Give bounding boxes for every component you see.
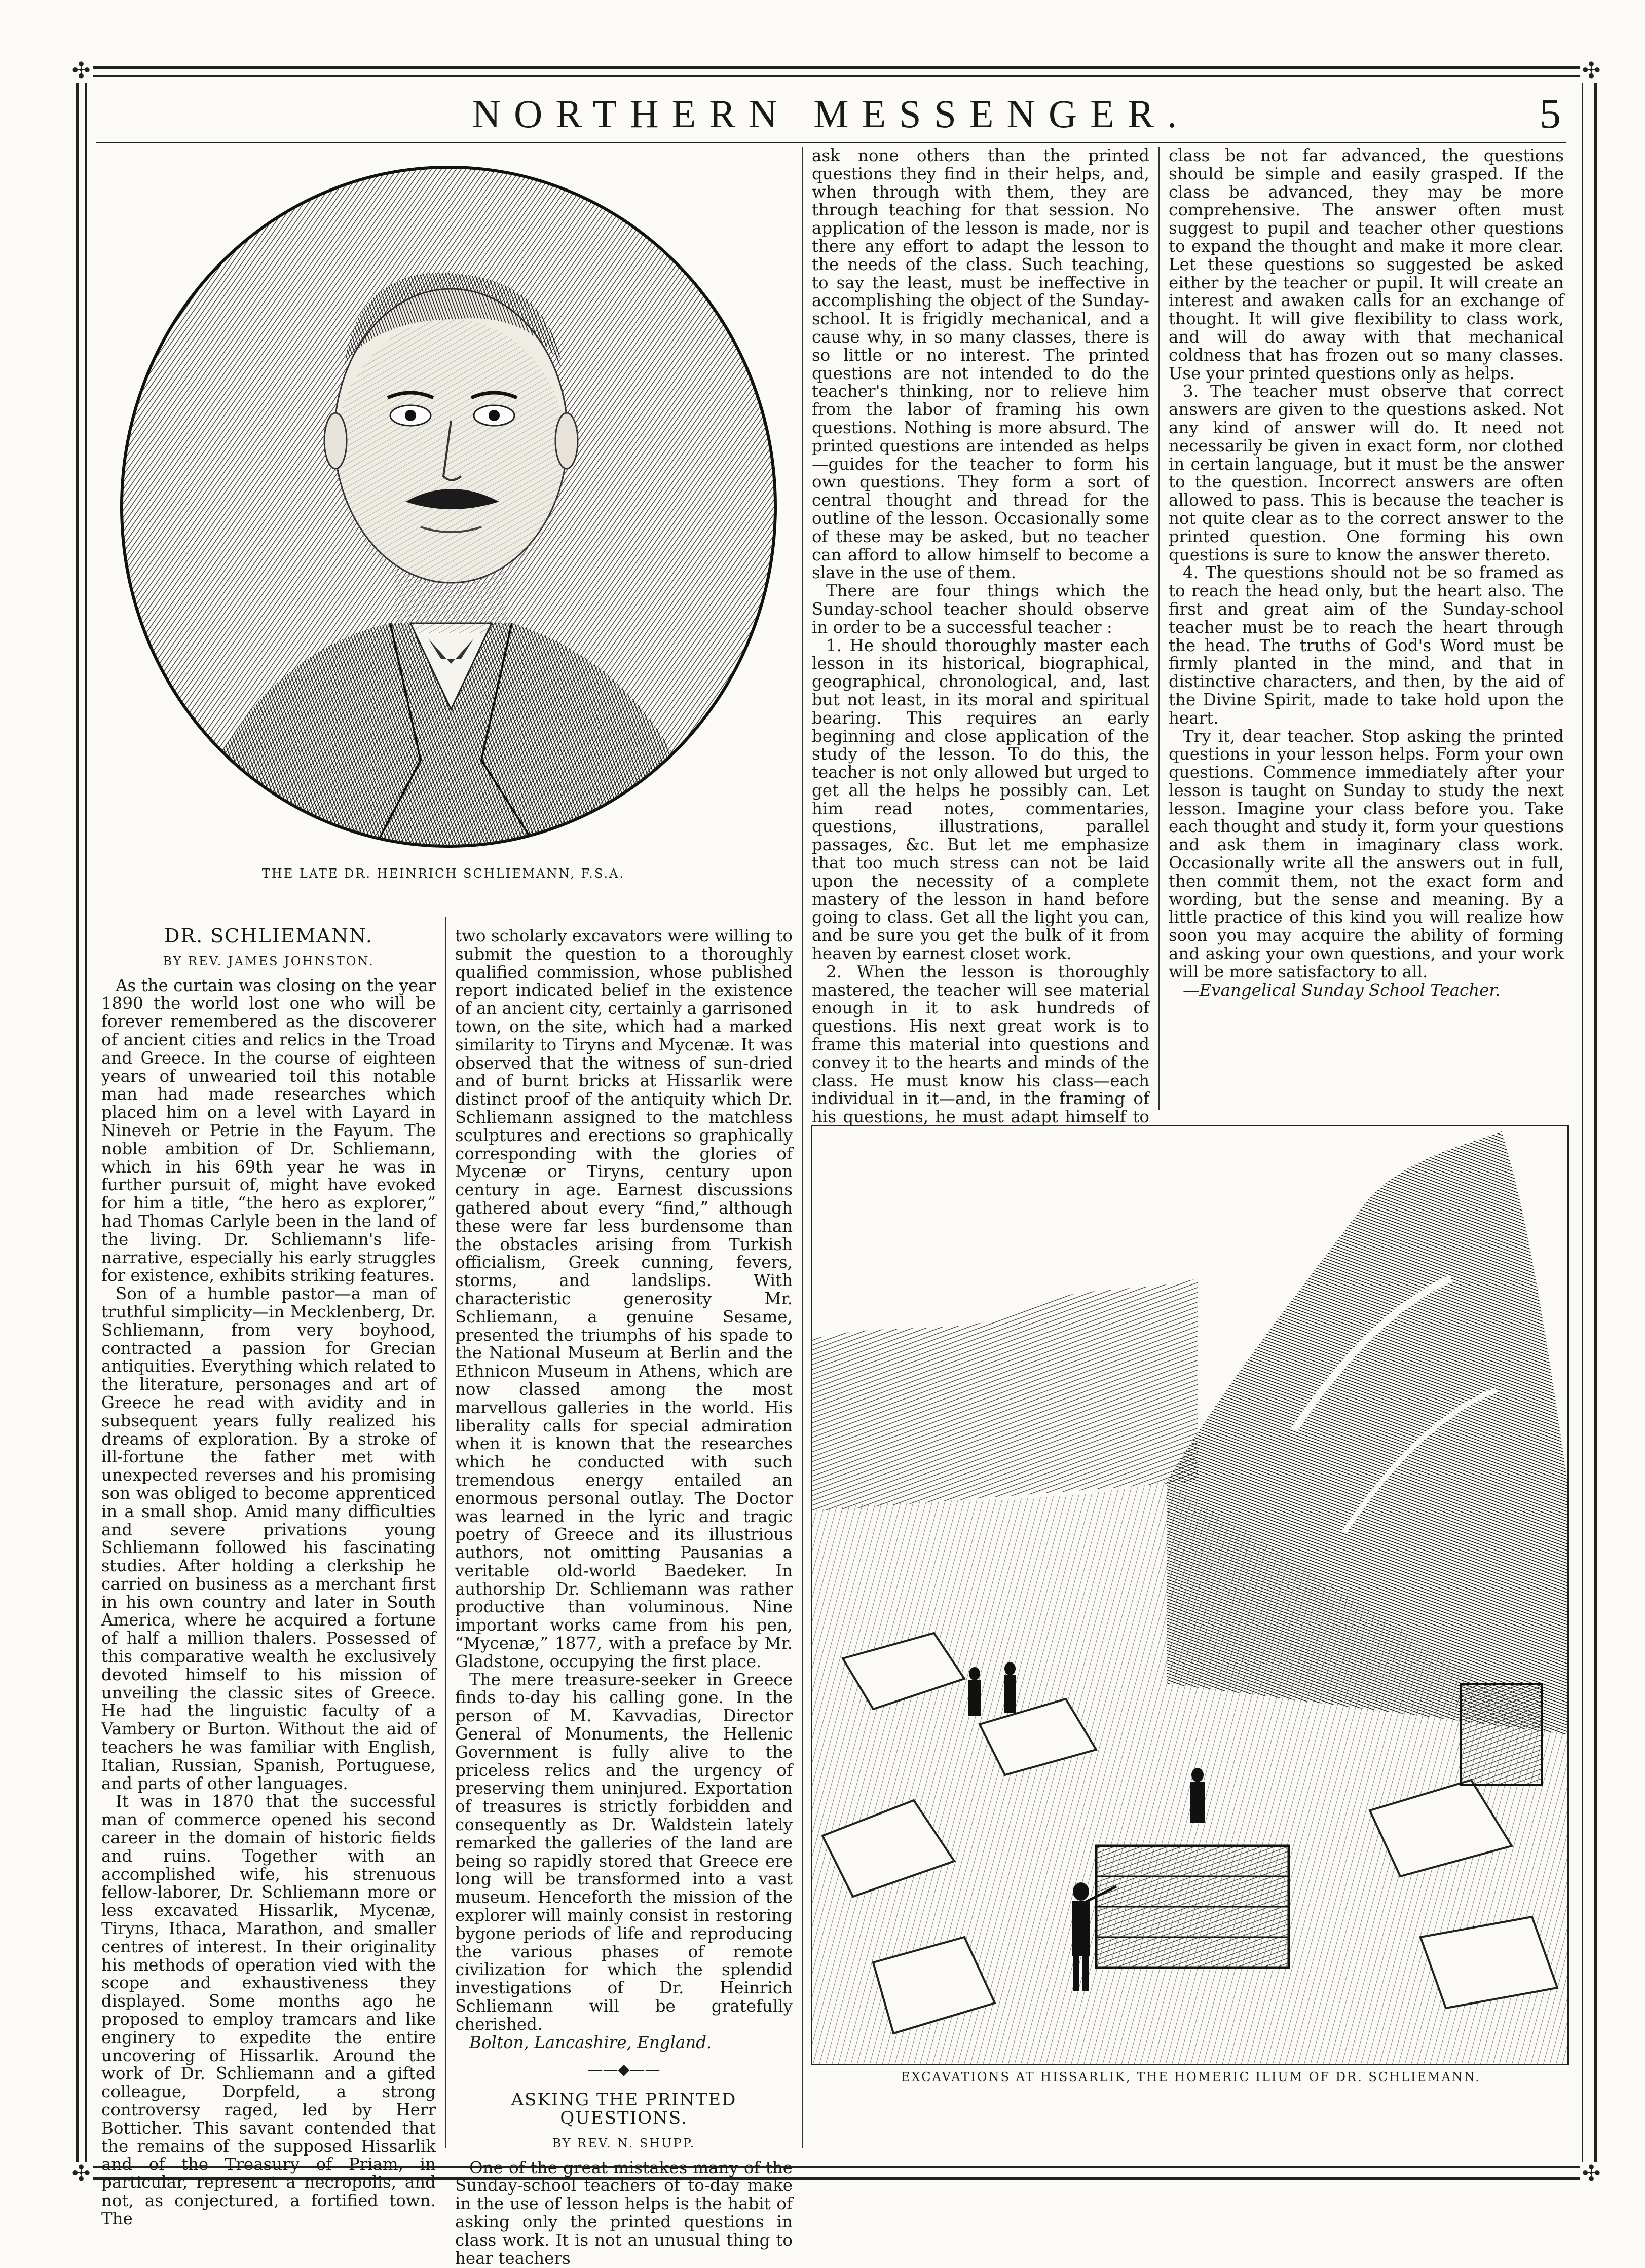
paragraph: 3. The teacher must observe that correct answers are given to the questions asked. Not any kind of answer will do. It need not necessarily be given in exact form, nor clothed in certain language, but it must be the answer to the question. Incorrect answers are often allowed to pass. This is because the teacher is not quite clear as to the correct answer to the printed question. One forming his own questions is sure to know the answer thereto. <box>1169 382 1564 564</box>
masthead <box>96 80 1566 143</box>
ornament-corner-icon: ✣ <box>69 59 93 83</box>
paragraph: Son of a humble pastor—a man of truthful simplicity—in Mecklenberg, Dr. Schliemann, from very boyhood, contracted a passion for Grecian antiquities. Everything which related to the literature, personages and art of Greece he read with avidity and in subsequent years fully realized his dreams of exploration. By a stroke of ill-fortune the father met with unexpected reverses and his promising son was obliged to become apprenticed in a small shop. Amid many difficulties and severe privations young Schliemann followed his fascinating studies. After holding a clerkship he carried on business as a merchant first in his own country and later in South America, where he acquired a fortune of half a million thalers. Possessed of this comparative wealth he exclusively devoted himself to his mission of unveiling the classic sites of Greece. He had the linguistic faculty of a Vambery or Burton. Without the aid of teachers he was familiar with English, Italian, Russian, Spanish, Portuguese, and parts of other languages. <box>101 1284 436 1793</box>
article-signature: —Evangelical Sunday School Teacher. <box>1183 980 1501 1000</box>
article-signature: Bolton, Lancashire, England. <box>469 2032 712 2052</box>
ornament-corner-icon: ✣ <box>1580 59 1603 83</box>
column-rule <box>445 917 446 2148</box>
paragraph: 2. When the lesson is thoroughly mastered, the teacher will see material enough in it to ask hundreds of questions. His next great work is to frame this material into questions and convey it to the hearts and minds of the class. He must know his class—each individual in it—and, in the framing of his questions, he must adapt himself to <box>812 962 1149 1127</box>
article-title: ASKING THE PRINTED QUESTIONS. <box>511 2090 737 2128</box>
article-schliemann-col2 <box>455 927 793 2267</box>
portrait-image <box>106 152 791 856</box>
paragraph: As the curtain was closing on the year 1890 the world lost one who will be forever remembered as the discoverer of ancient cities and relics in the Troad and Greece. In the course of eighteen years of unwearied toil this notable man had made researches which placed him on a level with Layard in Nineveh or Petrie in the Fayum. The noble ambition of Dr. Schliemann, which in his 69th year he was in further pursuit of, might have evoked for him a title, “the hero as explorer,” had Thomas Carlyle been in the land of the living. Dr. Schliemann's life-narrative, especially his early struggles for existence, exhibits striking features. <box>101 975 436 1286</box>
ornament-corner-icon: ✣ <box>69 2162 93 2185</box>
article-schliemann-col1 <box>101 927 436 2228</box>
paragraph: The mere treasure-seeker in Greece finds to-day his calling gone. In the person of M. Kavvadias, Director General of Monuments, the Hellenic Government is fully alive to the priceless relics and the urgency of preserving them uninjured. Exportation of treasures is strictly forbidden and consequently as Dr. Waldstein lately remarked the galleries of the land are being so rapidly stored that Greece ere long will be transformed into a vast museum. Henceforth the mission of the explorer will mainly consist in restoring bygone periods of life and reproducing the various phases of remote civilization for which the splendid investigations of Dr. Heinrich Schliemann will be gratefully cherished. <box>455 1670 793 2034</box>
paragraph: Try it, dear teacher. Stop asking the printed questions in your lesson helps. Form your own questions. Commence immediately after your lesson is taught on Sunday to study the next lesson. Imagine your class before you. Take each thought and study it, form your questions and ask them in imaginary class work. Occasionally write all the answers out in full, then commit them, not the exact form and wording, but the sense and meaning. By a little practice of this kind you will realize how soon you may acquire the ability of forming and asking your own questions, and your work will be more satisfactory to all. <box>1169 726 1564 981</box>
paragraph: class be not far advanced, the questions should be simple and easily grasped. If the class be advanced, they may be more comprehensive. The answer often must suggest to pupil and teacher other questions to expand the thought and make it more clear. Let these questions so suggested be asked either by the teacher or pupil. It will create an interest and awaken calls for an exchange of thought. It will give flexibility to class work, and will do away with that mechanical coldness that has frozen out so many classes. Use your printed questions only as helps. <box>1169 146 1564 383</box>
masthead-title: NORTHERN MESSENGER. <box>472 92 1190 136</box>
page-number: 5 <box>1540 90 1561 137</box>
paragraph: ask none others than the printed questions they find in their helps, and, when through with them, they are through teaching for that session. No application of the lesson is made, nor is there any effort to adapt the lesson to the needs of the class. Such teaching, to say the least, must be ineffective in accomplishing the object of the Sunday-school. It is frigidly mechanical, and a cause why, in so many classes, there is so little or no interest. The printed questions are not intended to do the teacher's thinking, nor to relieve him from the labor of framing his own questions. Nothing is more absurd. The printed questions are intended as helps—guides for the teacher to form his own questions. They form a sort of central thought and thread for the outline of the lesson. Occasionally some of these may be asked, but no teacher can afford to allow himself to become a slave in the use of them. <box>812 146 1149 583</box>
article-questions-col3 <box>812 147 1149 1145</box>
paragraph: 1. He should thoroughly master each lesson in its historical, biographical, geographical, chronological, and, last but not least, in its moral and spiritual bearing. This requires an early beginning and close application of the study of the lesson. To do this, the teacher is not only allowed but urged to get all the helps he possibly can. Let him read notes, commentaries, questions, illustrations, parallel passages, &c. But let me emphasize that too much stress can not be laid upon the necessity of a complete mastery of the lesson in hand before going to class. Get all the light you can, and be sure you get the bulk of it from heaven by earnest closet work. <box>812 635 1149 964</box>
paragraph: 4. The questions should not be so framed as to reach the head only, but the heart also. The first and great aim of the Sunday-school teacher must be to reach the heart through the head. The truths of God's Word must be firmly planted in the mind, and that in distinctive characters, and then, by the aid of the Divine Spirit, made to take hold upon the heart. <box>1169 563 1564 728</box>
article-byline: BY REV. N. SHUPP. <box>552 2136 696 2150</box>
ornament-corner-icon: ✣ <box>1580 2162 1603 2185</box>
portrait-caption: THE LATE DR. HEINRICH SCHLIEMANN, F.S.A. <box>261 866 625 881</box>
excavation-image <box>812 1126 1567 2064</box>
section-divider-icon: ——◆—— <box>587 2061 660 2079</box>
paragraph: It was in 1870 that the successful man of commerce opened his second career in the domain of historic fields and ruins. Together with an accomplished wife, his strenuous fellow-laborer, Dr. Schliemann more or less excavated Hissarlik, Mycenæ, Tiryns, Ithaca, Marathon, and smaller centres of interest. In their originality his methods of operation vied with the scope and exhaustiveness they displayed. Some months ago he proposed to employ tramcars and like enginery to expedite the entire uncovering of Hissarlik. Around the work of Dr. Schliemann and a gifted colleague, Dorpfeld, a strong controversy raged, led by Herr Botticher. This savant contended that the remains of the supposed Hissarlik and of the Treasury of Priam, in particular, represent a necropolis, and not, as conjectured, a fortified town. The <box>101 1792 436 2228</box>
article-title: DR. SCHLIEMANN. <box>164 925 373 947</box>
engraving-caption: EXCAVATIONS AT HISSARLIK, THE HOMERIC ILIUM OF DR. SCHLIEMANN. <box>901 2070 1481 2084</box>
excavation-engraving <box>811 1125 1569 2065</box>
column-rule <box>802 147 803 2148</box>
portrait-engraving <box>106 152 791 856</box>
column-rule <box>1158 147 1160 1110</box>
paragraph: There are four things which the Sunday-school teacher should observe in order to be a successful teacher : <box>812 581 1149 637</box>
article-byline: BY REV. JAMES JOHNSTON. <box>163 954 375 968</box>
paragraph: two scholarly excavators were willing to submit the question to a thoroughly qualified commission, whose published report indicated belief in the existence of an ancient city, certainly a garrisoned town, on the site, which had a marked similarity to Tiryns and Mycenæ. It was observed that the witness of sun-dried and of burnt bricks at Hissarlik were distinct proof of the antiquity which Dr. Schliemann assigned to the matchless sculptures and erections so graphically corresponding with the glories of Mycenæ or Tiryns, century upon century in age. Earnest discussions gathered about every “find,” although these were far less burdensome than the obstacles arising from Turkish officialism, Greek cunning, fevers, storms, and landslips. With characteristic generosity Mr. Schliemann, a genuine Sesame, presented the triumphs of his spade to the National Museum at Berlin and the Ethnicon Museum in Athens, which are now classed among the most marvellous galleries in the world. His liberality calls for special admiration when it is known that the researches which he conducted with such tremendous energy entailed an enormous personal outlay. The Doctor was learned in the lyric and tragic poetry of Greece and its illustrious authors, not omitting Pausanias a veritable old-world Baedeker. In authorship Dr. Schliemann was rather productive than voluminous. Nine important works came from his pen, “Mycenæ,” 1877, with a preface by Mr. Gladstone, occupying the first place. <box>455 926 793 1671</box>
article-questions-col4 <box>1169 147 1564 999</box>
paragraph: One of the great mistakes many of the Sunday-school teachers of to-day make in the use of lesson helps is the habit of asking only the printed questions in class work. It is not an unusual thing to hear teachers <box>455 2158 793 2268</box>
